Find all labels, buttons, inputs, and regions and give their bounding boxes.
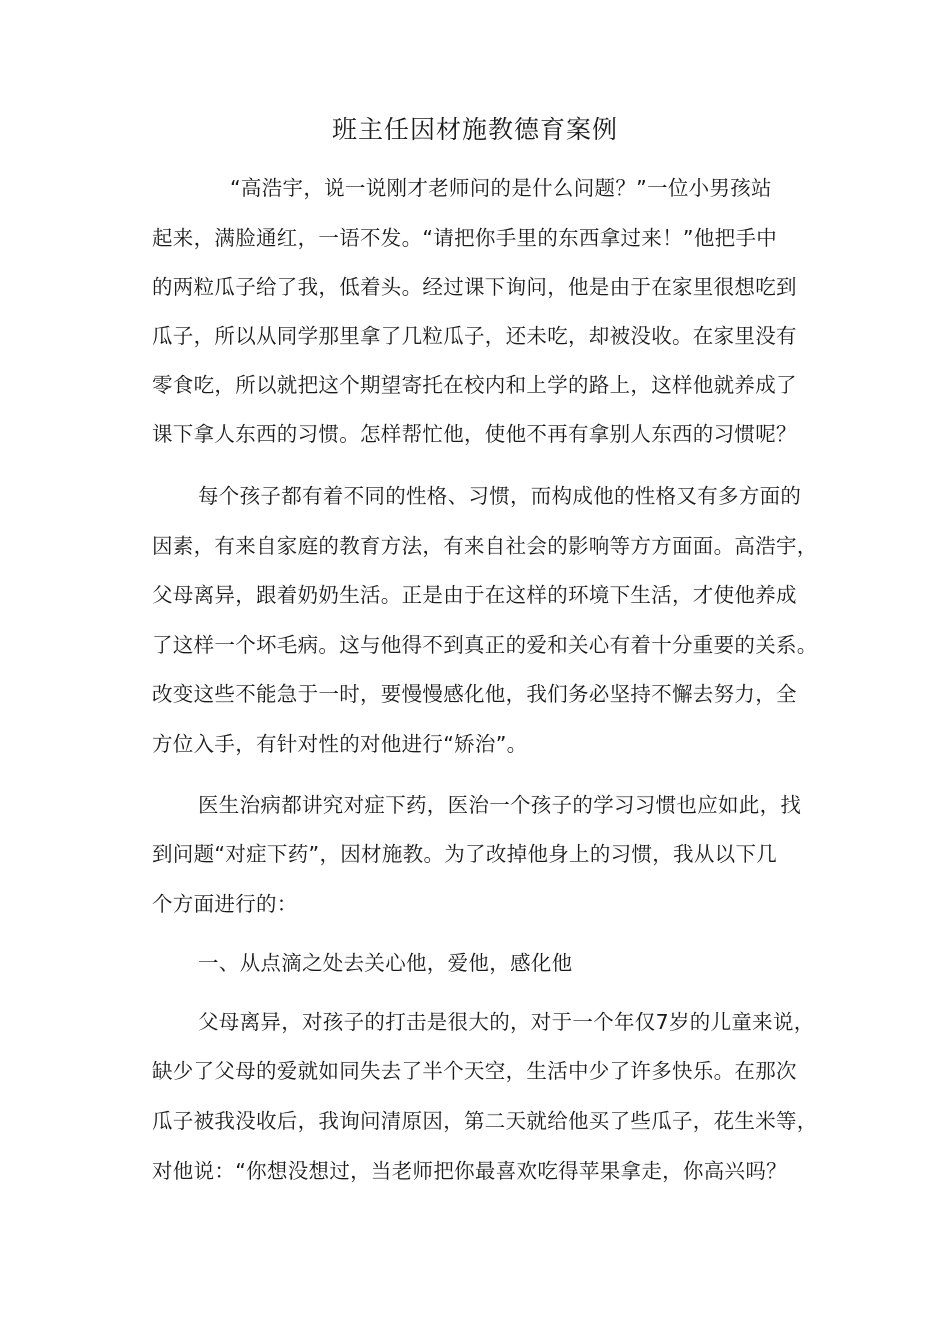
paragraph-line: 父母离异，跟着奶奶生活。正是由于在这样的环境下生活，才使他养成 xyxy=(152,583,797,607)
paragraph-line: 瓜子被我没收后，我询问清原因，第二天就给他买了些瓜子，花生米等， xyxy=(152,1109,818,1133)
paragraph-line: 了这样一个坏毛病。这与他得不到真正的爱和关心有着十分重要的关系。 xyxy=(152,633,818,657)
paragraph-line: 个方面进行的： xyxy=(152,892,298,916)
paragraph-line: 零食吃，所以就把这个期望寄托在校内和上学的路上，这样他就养成了 xyxy=(152,373,797,397)
paragraph-line: “高浩宇，说一说刚才老师问的是什么问题？”一位小男孩站 xyxy=(230,176,772,200)
paragraph-line: 对他说：“你想没想过，当老师把你最喜欢吃得苹果拿走，你高兴吗？ xyxy=(152,1159,787,1183)
paragraph-line: 缺少了父母的爱就如同失去了半个天空，生活中少了许多快乐。在那次 xyxy=(152,1059,797,1083)
paragraph-line: 瓜子，所以从同学那里拿了几粒瓜子，还未吃，却被没收。在家里没有 xyxy=(152,324,797,348)
document-title: 班主任因材施教德育案例 xyxy=(331,115,618,144)
paragraph-line: 改变这些不能急于一时，要慢慢感化他，我们务必坚持不懈去努力，全 xyxy=(152,682,797,706)
paragraph-line: 课下拿人东西的习惯。怎样帮忙他，使他不再有拿别人东西的习惯呢？ xyxy=(152,422,797,446)
paragraph-line: 医生治病都讲究对症下药，医治一个孩子的学习习惯也应如此，找 xyxy=(198,793,802,817)
paragraph-line: 每个孩子都有着不同的性格、习惯，而构成他的性格又有多方面的 xyxy=(198,484,802,508)
paragraph-line: 起来，满脸通红，一语不发。“请把你手里的东西拿过来！”他把手中 xyxy=(152,226,778,250)
section-heading: 一、从点滴之处去关心他，爱他，感化他 xyxy=(198,951,573,975)
paragraph-line: 到问题“对症下药”，因材施教。为了改掉他身上的习惯，我从以下几 xyxy=(152,842,778,866)
paragraph-line: 因素，有来自家庭的教育方法，有来自社会的影响等方方面面。高浩宇， xyxy=(152,534,818,558)
paragraph-line: 父母离异，对孩子的打击是很大的，对于一个年仅7岁的儿童来说， xyxy=(198,1010,815,1034)
paragraph-line: 方位入手，有针对性的对他进行“矫治”。 xyxy=(152,732,528,756)
paragraph-line: 的两粒瓜子给了我，低着头。经过课下询问，他是由于在家里很想吃到 xyxy=(152,275,797,299)
